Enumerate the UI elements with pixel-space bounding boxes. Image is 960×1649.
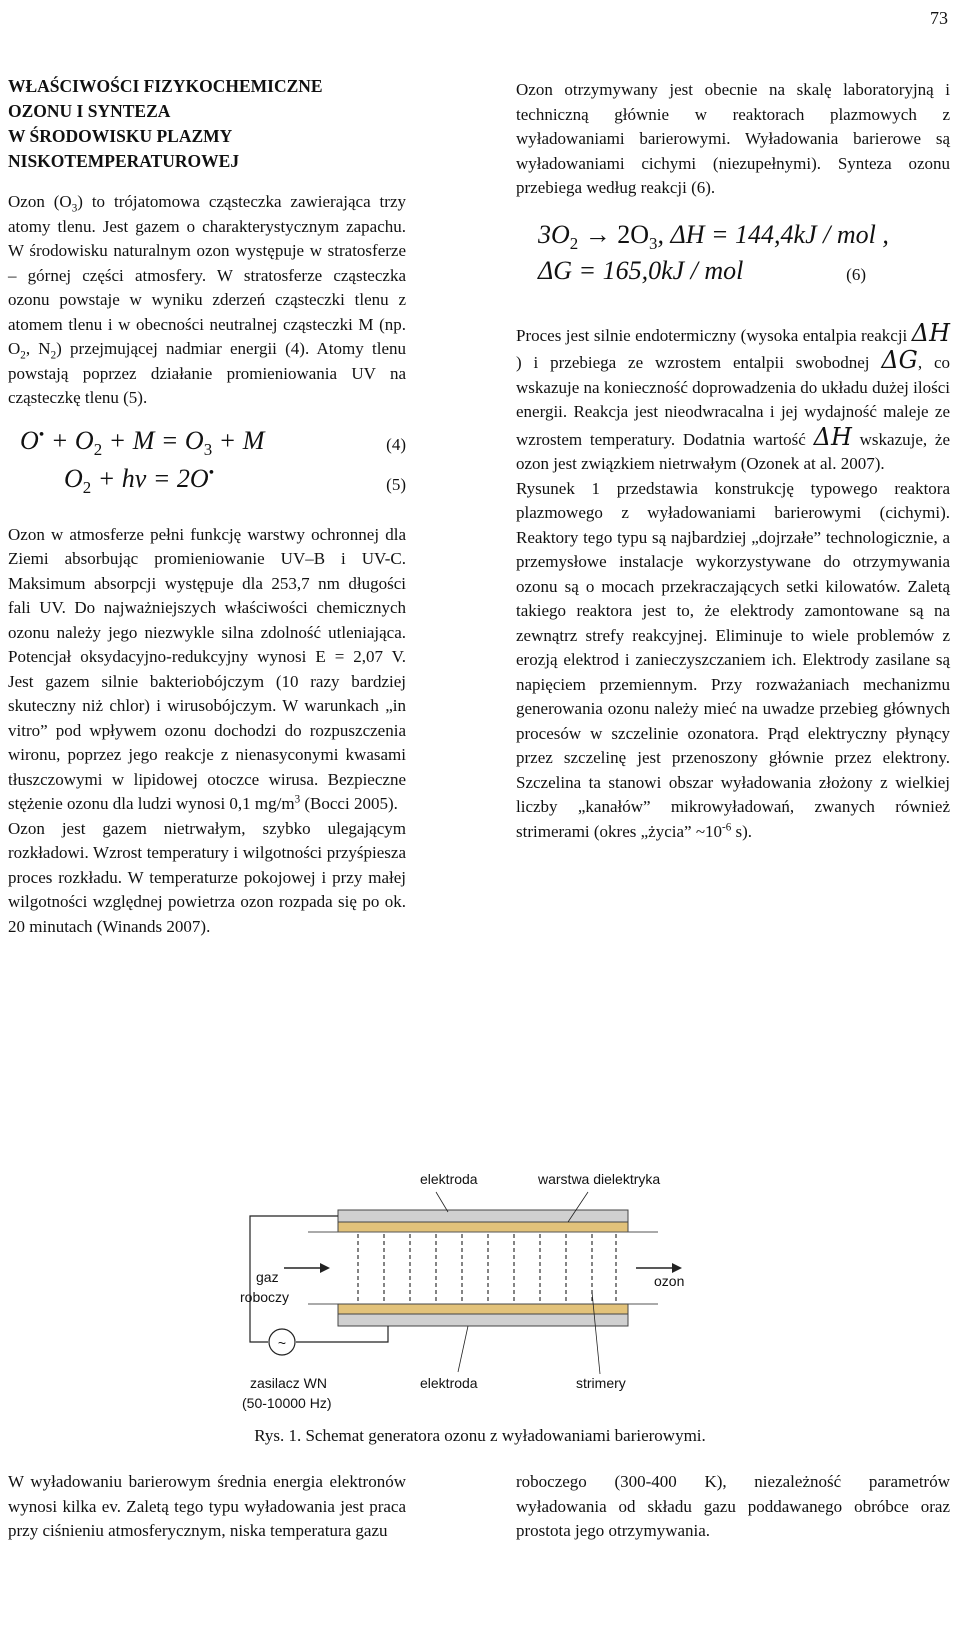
streamers [358, 1234, 616, 1302]
gas-inlet-arrow [284, 1263, 330, 1273]
figure-caption: Rys. 1. Schemat generatora ozonu z wyładowaniami barierowymi. [254, 1426, 706, 1445]
equation-number: (5) [386, 474, 406, 494]
pointer-line [458, 1326, 468, 1372]
label-working-gas: gaz [256, 1269, 279, 1285]
article-title [8, 74, 406, 174]
label-streamers: strimery [576, 1375, 626, 1391]
equation-number: (4) [386, 434, 406, 454]
bottom-electrode [338, 1314, 628, 1326]
ozone-outlet-arrow [636, 1263, 682, 1273]
paragraph-ozone-intro: Ozon $(O_3)$ to trójatomowa cząsteczka zawierająca trzy atomy tlenu. Jest gazem o charakterystycznym zapachu. W środowisku naturalnym ozon występuje w stratosferze – górnej części atmosfery. W stratosferze cząsteczka ozonu powstaje w wyniku zderzeń cząsteczki tlenu z atomem tlenu i w obecności neutralnej cząsteczki M (np. $O_2$, $N_2$) przejmującej nadmiar energii (4). Atomy tlenu powstają poprzez działanie promieniowania UV na cząsteczkę tlenu (5). [8, 192, 406, 407]
label-working-gas: roboczy [240, 1289, 290, 1305]
bottom-left-paragraph: W wyładowaniu barierowym średnia energia elektronów wynosi kilka ev. Zaletą tego typu wyładowania jest praca przy ciśnieniu atmosferycznym, niska temperatura gazu [8, 1472, 406, 1540]
label-dielectric-layer: warstwa dielektryka [538, 1171, 661, 1187]
title-line: W ŚRODOWISKU PLAZMY [8, 126, 233, 146]
paragraph-reactor-design: Rysunek 1 przedstawia konstrukcję typowego reaktora plazmowego z wyładowaniami barierowymi (cichymi). Reaktory tego typu są najbardziej „dojrzałe” technologicznie, a przemysłowe instalacje wykorzystywane do otrzymywania ozonu są o mocach przekraczających setki kilowatów. Zaletą takiego reaktora jest to, że elektrody zamontowane są na zewnątrz strefy reakcyjnej. Eliminuje to wiele problemów z erozją elektrod i zanieczyszczaniem ich. Elektrody zasilane są napięciem przemiennym. Przy rozważaniach mechanizmu generowania ozonu należy mieć na uwadze przebieg głównych procesów w szczelinie ozonatora. Prąd elektryczny płynący przez szczelinę jest przenoszony głównie przez elektrony. Szczelina ta stanowi obszar wyładowania złożony z wielkiej liczby „kanałów” mikrowyładowań, zwanych również strimerami (okres „życia” $\sim 10^{-6}$ s). [516, 478, 950, 841]
label-power-supply: zasilacz WN [250, 1375, 328, 1391]
label-electrode-top: elektroda [420, 1171, 478, 1187]
bottom-right-paragraph: roboczego (300-400 K), niezależność parametrów wyładowania od składu gazu poddawanego obróbce oraz prostota jego otrzymywania. [516, 1472, 950, 1540]
title-line: NISKOTEMPERATUROWEJ [8, 151, 240, 171]
ozone-generator-diagram [188, 1162, 788, 1422]
pointer-line [436, 1192, 448, 1212]
label-frequency-range: (50-10000 Hz) [242, 1395, 332, 1411]
title-line: WŁAŚCIWOŚCI FIZYKOCHEMICZNE [8, 76, 323, 96]
equation-6-line-1: $3O_2 \to 2O_3$, ΔH = 144,4kJ / mol , [538, 219, 889, 253]
left-column [8, 74, 406, 939]
ac-tilde-icon: ~ [277, 1335, 287, 1351]
top-electrode [338, 1210, 628, 1222]
page-number: 73 [930, 8, 948, 28]
label-electrode-bottom: elektroda [420, 1375, 478, 1391]
equation-5: $O_2 + h\nu = 2O^•$ (5) [64, 463, 406, 497]
label-ozone: ozon [654, 1273, 685, 1289]
equation-6-line-2: ΔG = 165,0kJ / mol (6) [516, 259, 950, 299]
bottom-dielectric-layer [338, 1304, 628, 1314]
paragraph-ozone-properties: Ozon w atmosferze pełni funkcję warstwy ochronnej dla Ziemi absorbując promieniowanie UV–B i UV-C. Maksimum absorpcji występuje dla 253,7 nm długości fali UV. Do najważniejszych właściwości chemicznych ozonu należy jego niezwykle silna zdolność utleniająca. Potencjał oksydacyjno-redukcyjny wynosi E = 2,07 V. Jest gazem silnie bakteriobójczym (10 razy bardziej skuteczny niż chlor) i wirusobójczym. W warunkach „in vitro” pod wpływem ozonu dochodzi do rozpuszczenia wironu, poprzez jego reakcje z nienasyconymi kwasami tłuszczowymi w lipidowej otoczce wirusa. Bezpieczne stężenie ozonu dla ludzi wynosi 0,1 $mg/m^3$ (Bocci 2005). [8, 524, 406, 813]
top-dielectric-layer [338, 1222, 628, 1232]
paragraph-ozone-production: Ozon otrzymywany jest obecnie na skalę laboratoryjną i techniczną głównie w reaktorach plazmowych z wyładowaniami barierowymi. Wyładowania barierowe są wyładowaniami cichymi (niezupełnymi). Synteza ozonu przebiega według reakcji (6). [516, 80, 950, 197]
right-column [516, 78, 950, 844]
paragraph-ozone-decay: Ozon jest gazem nietrwałym, szybko ulegającym rozkładowi. Wzrost temperatury i wilgotności przyśpiesza proces rozkładu. W temperaturze pokojowej i przy małej wilgotności względnej powietrza ozon rozpada się po ok. 20 minutach (Winands 2007). [8, 818, 406, 936]
equation-4: $O^• + O_2 + M = O_3 + M$ (4) [20, 425, 406, 459]
paragraph-endothermic: Proces jest silnie endotermiczny (wysoka entalpia reakcji ΔH ) i przebiega ze wzrostem entalpii swobodnej ΔG, co wskazuje na konieczność doprowadzenia do układu dużej ilości energii. Reakcja jest nieodwracalna i jej wydajność maleje ze wzrostem temperatury. Dodatnia wartość ΔH wskazuje, że ozon jest związkiem nietrwałym (Ozonek at al. 2007). [516, 318, 951, 473]
equation-number: (6) [846, 264, 866, 284]
title-line: OZONU I SYNTEZA [8, 101, 171, 121]
